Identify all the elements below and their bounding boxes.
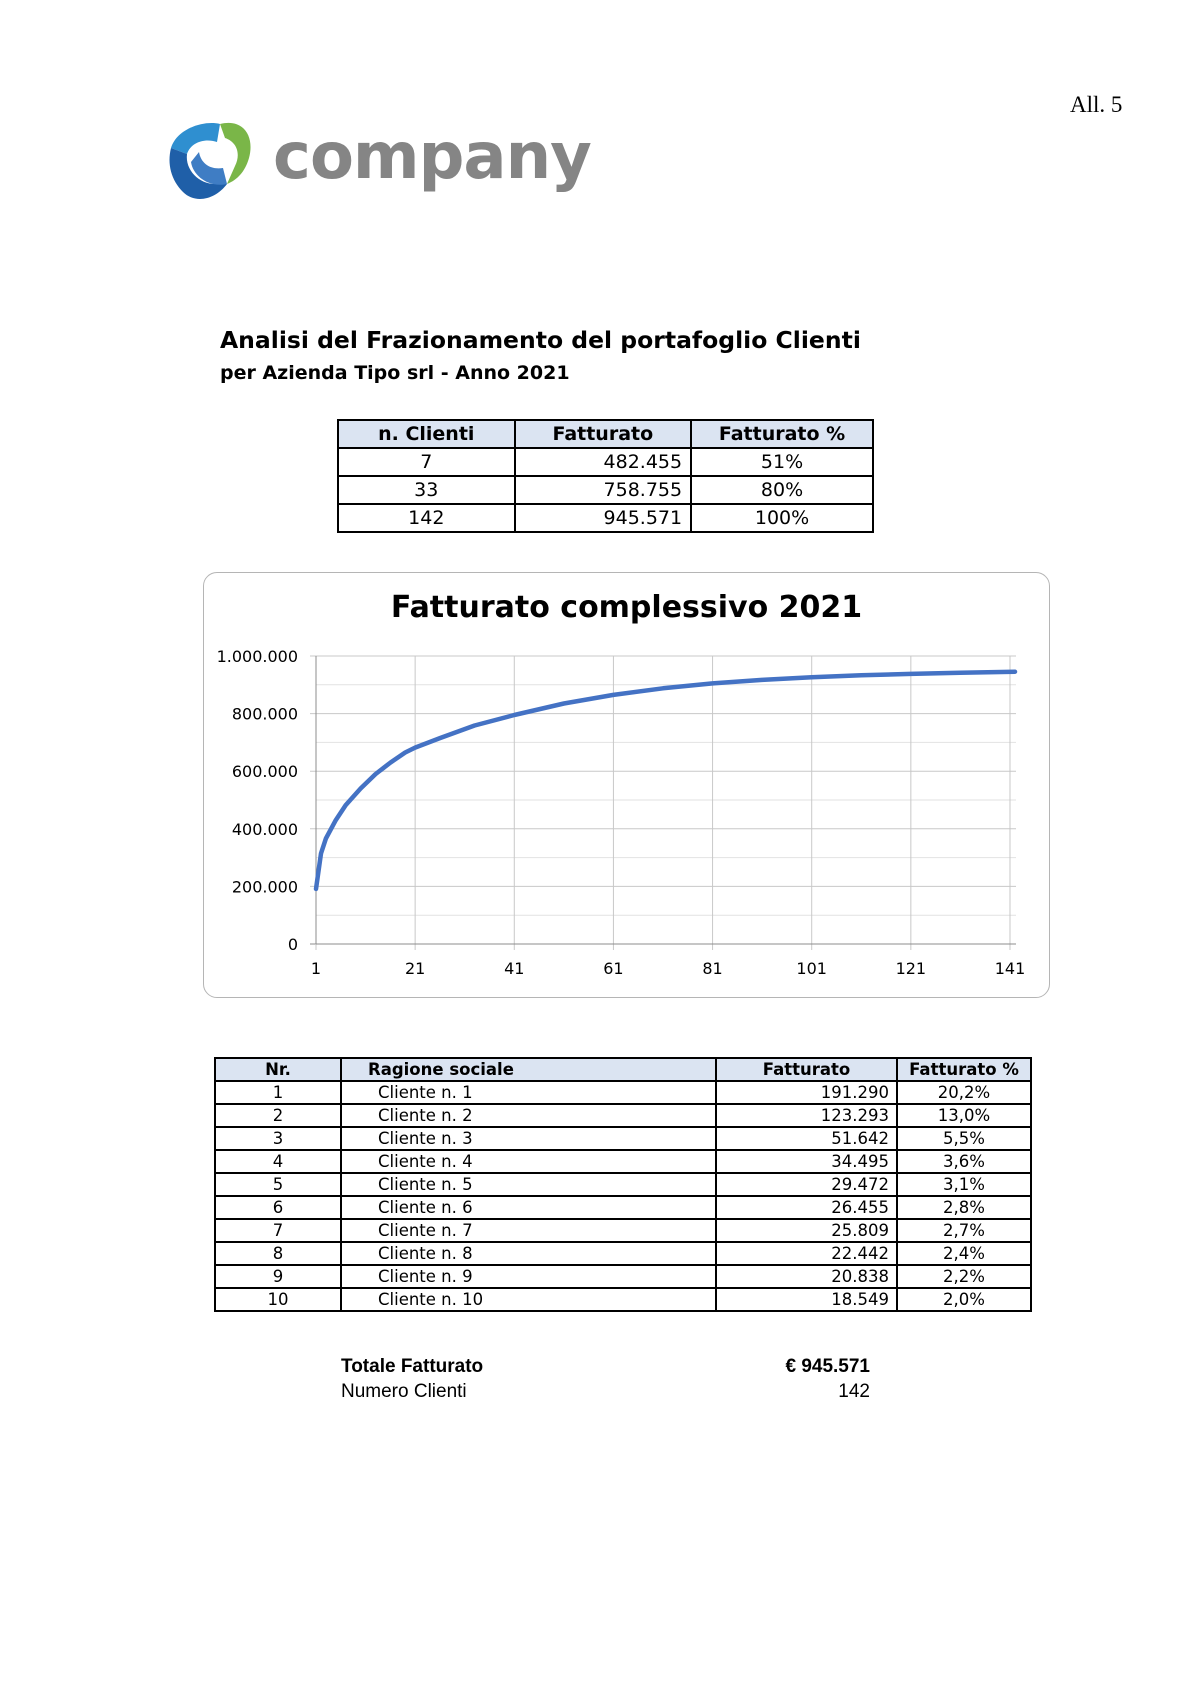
clients-cell-nr: 4 (215, 1150, 341, 1173)
clients-cell-ragione: Cliente n. 10 (341, 1288, 716, 1311)
summary-header-fatturato: Fatturato (515, 420, 692, 448)
summary-cell-percent: 80% (691, 476, 873, 504)
clients-cell-percent: 2,2% (897, 1265, 1031, 1288)
table-row (215, 1288, 1031, 1311)
x-tick-label: 141 (994, 959, 1026, 978)
clients-cell-fatturato: 25.809 (716, 1219, 897, 1242)
clients-cell-fatturato: 20.838 (716, 1265, 897, 1288)
logo-text: company (273, 120, 591, 194)
clients-cell-percent: 2,0% (897, 1288, 1031, 1311)
table-row (215, 1081, 1031, 1104)
clients-cell-fatturato: 123.293 (716, 1104, 897, 1127)
clients-cell-nr: 2 (215, 1104, 341, 1127)
summary-row (338, 448, 873, 476)
totale-fatturato-label: Totale Fatturato (341, 1356, 484, 1377)
report-subtitle: per Azienda Tipo srl - Anno 2021 (220, 362, 570, 384)
x-tick-label: 21 (404, 959, 426, 978)
clients-header-percent: Fatturato % (897, 1058, 1031, 1081)
clients-cell-percent: 20,2% (897, 1081, 1031, 1104)
clients-cell-ragione: Cliente n. 9 (341, 1265, 716, 1288)
summary-header-clienti: n. Clienti (338, 420, 515, 448)
line-chart (203, 572, 1050, 998)
clients-cell-percent: 3,1% (897, 1173, 1031, 1196)
clients-cell-fatturato: 191.290 (716, 1081, 897, 1104)
clients-cell-percent: 5,5% (897, 1127, 1031, 1150)
clients-cell-ragione: Cliente n. 7 (341, 1219, 716, 1242)
y-tick-label: 600.000 (231, 762, 298, 782)
clients-cell-fatturato: 22.442 (716, 1242, 897, 1265)
table-row (215, 1127, 1031, 1150)
clients-cell-fatturato: 51.642 (716, 1127, 897, 1150)
clients-cell-ragione: Cliente n. 2 (341, 1104, 716, 1127)
clients-cell-ragione: Cliente n. 1 (341, 1081, 716, 1104)
clients-header-nr: Nr. (215, 1058, 341, 1081)
summary-header-percent: Fatturato % (691, 420, 873, 448)
clients-header-fatturato: Fatturato (716, 1058, 897, 1081)
x-tick-label: 121 (895, 959, 927, 978)
summary-header-row (338, 420, 873, 448)
clients-cell-nr: 8 (215, 1242, 341, 1265)
table-row (215, 1242, 1031, 1265)
clients-cell-nr: 1 (215, 1081, 341, 1104)
y-tick-label: 200.000 (231, 877, 298, 897)
clients-cell-percent: 2,8% (897, 1196, 1031, 1219)
clients-cell-fatturato: 29.472 (716, 1173, 897, 1196)
clients-cell-percent: 13,0% (897, 1104, 1031, 1127)
clients-cell-nr: 5 (215, 1173, 341, 1196)
summary-cell-clienti: 7 (338, 448, 515, 476)
table-row (215, 1265, 1031, 1288)
clients-cell-nr: 9 (215, 1265, 341, 1288)
summary-cell-clienti: 33 (338, 476, 515, 504)
y-tick-label: 800.000 (231, 704, 298, 724)
summary-cell-clienti: 142 (338, 504, 515, 532)
report-title: Analisi del Frazionamento del portafoglio Clienti (220, 326, 861, 354)
clients-cell-percent: 2,4% (897, 1242, 1031, 1265)
numero-clienti-value: 142 (838, 1381, 870, 1402)
clients-header-ragione: Ragione sociale (341, 1058, 716, 1081)
summary-cell-percent: 100% (691, 504, 873, 532)
company-logo (165, 118, 591, 208)
clients-table-body (215, 1081, 1031, 1311)
summary-cell-fatturato: 758.755 (515, 476, 692, 504)
table-row (215, 1150, 1031, 1173)
x-tick-label: 1 (310, 959, 322, 978)
summary-cell-percent: 51% (691, 448, 873, 476)
summary-row (338, 476, 873, 504)
x-tick-label: 41 (504, 959, 525, 978)
clients-cell-ragione: Cliente n. 3 (341, 1127, 716, 1150)
x-tick-label: 61 (603, 959, 624, 978)
y-tick-label: 400.000 (231, 819, 298, 839)
clients-cell-fatturato: 26.455 (716, 1196, 897, 1219)
clients-cell-fatturato: 18.549 (716, 1288, 897, 1311)
table-row (215, 1173, 1031, 1196)
series-line (316, 672, 1015, 889)
clients-cell-percent: 3,6% (897, 1150, 1031, 1173)
summary-cell-fatturato: 482.455 (515, 448, 692, 476)
y-tick-label: 0 (287, 935, 298, 954)
table-row (215, 1219, 1031, 1242)
chart-title: Fatturato complessivo 2021 (390, 590, 863, 625)
x-tick-label: 81 (702, 959, 723, 978)
numero-clienti-label: Numero Clienti (341, 1381, 467, 1402)
clients-cell-percent: 2,7% (897, 1219, 1031, 1242)
table-row (215, 1104, 1031, 1127)
clients-cell-ragione: Cliente n. 4 (341, 1150, 716, 1173)
clients-cell-ragione: Cliente n. 8 (341, 1242, 716, 1265)
y-tick-label: 1.000.000 (216, 647, 298, 666)
clients-cell-ragione: Cliente n. 6 (341, 1196, 716, 1219)
clients-cell-nr: 10 (215, 1288, 341, 1311)
totale-fatturato-value: € 945.571 (785, 1356, 870, 1377)
x-tick-label: 101 (796, 959, 827, 978)
logo-icon (165, 118, 265, 208)
summary-table (337, 419, 874, 533)
clients-table (214, 1057, 1032, 1312)
summary-row (338, 504, 873, 532)
clients-cell-nr: 6 (215, 1196, 341, 1219)
clients-cell-ragione: Cliente n. 5 (341, 1173, 716, 1196)
clients-header-row (215, 1058, 1031, 1081)
table-row (215, 1196, 1031, 1219)
clients-cell-fatturato: 34.495 (716, 1150, 897, 1173)
attachment-number: All. 5 (1070, 92, 1123, 117)
summary-cell-fatturato: 945.571 (515, 504, 692, 532)
clients-cell-nr: 7 (215, 1219, 341, 1242)
clients-cell-nr: 3 (215, 1127, 341, 1150)
